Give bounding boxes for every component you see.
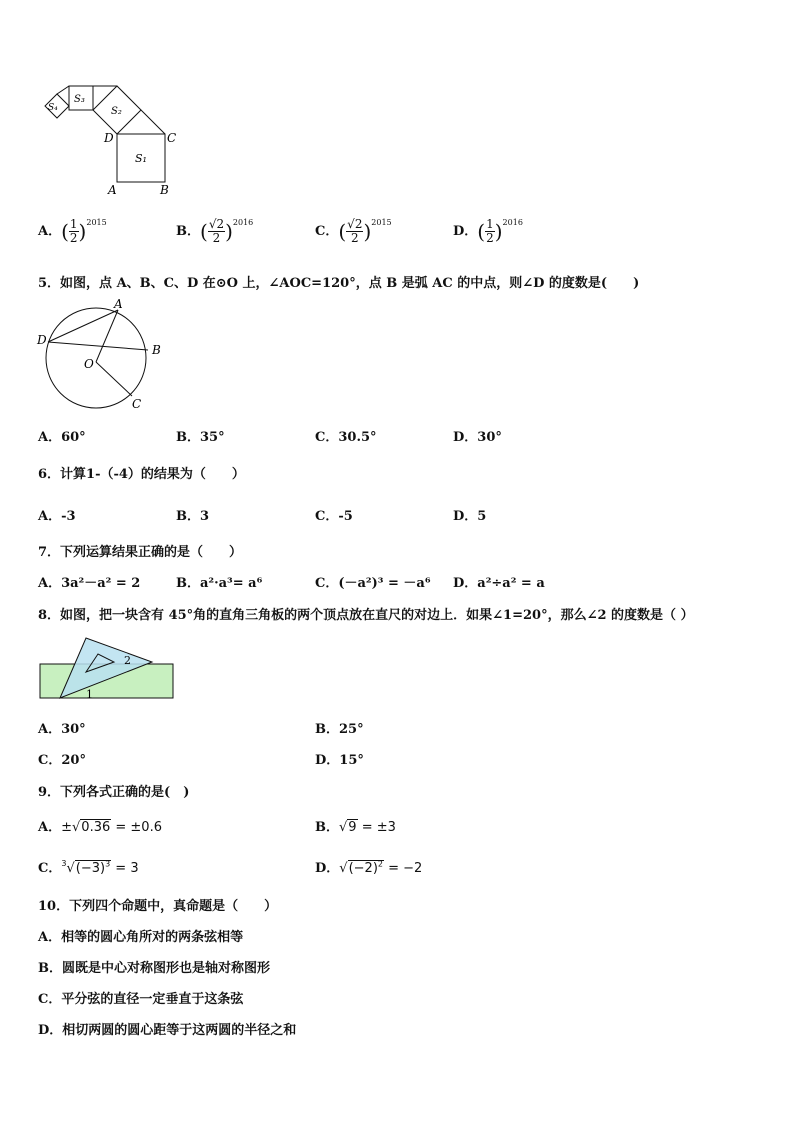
label-a: A xyxy=(114,297,123,311)
label-d: D xyxy=(37,333,47,347)
q8-option-b[interactable]: B．25° xyxy=(315,722,364,737)
q6-option-c[interactable]: C．-5 xyxy=(315,509,353,524)
q6-option-d[interactable]: D．5 xyxy=(453,509,487,524)
q7-option-d[interactable]: D．a²÷a² = a xyxy=(453,576,545,591)
q4-option-c[interactable]: C．( $\frac{√2}{2}$ )$^{2015}$ xyxy=(315,217,392,245)
label-c: C xyxy=(132,397,142,411)
radius-oc xyxy=(96,362,132,396)
q5-option-a[interactable]: A．60° xyxy=(38,430,86,445)
label-angle-2: 2 xyxy=(124,654,131,667)
label-o: O xyxy=(84,357,94,371)
q7-option-b[interactable]: B．a²·a³= a⁶ xyxy=(176,576,263,591)
q9-option-d[interactable]: D．$√(-2)^2 = -2$ xyxy=(315,859,423,876)
label-s2: S₂ xyxy=(111,106,122,117)
q9-option-b[interactable]: B．√9 = ±3 xyxy=(315,820,396,835)
q4-option-d[interactable]: D．( $\frac{1}{2}$ )$^{2016}$ xyxy=(453,217,523,245)
q6-option-a[interactable]: A．-3 xyxy=(38,509,76,524)
q6-stem: 6．计算1-（-4）的结果为（ ） xyxy=(38,467,245,482)
q5-option-d[interactable]: D．30° xyxy=(453,430,502,445)
q7-option-c[interactable]: C．(－a²)³ = －a⁶ xyxy=(315,576,431,591)
ruler-triangle-figure xyxy=(38,634,178,702)
q8-option-a[interactable]: A．30° xyxy=(38,722,86,737)
q6-option-b[interactable]: B．3 xyxy=(176,509,210,524)
q9-option-a[interactable]: A．±√0.36 = ±0.6 xyxy=(38,820,162,835)
q4-option-b[interactable]: B．( $\frac{√2}{2}$ )$^{2016}$ xyxy=(176,217,254,245)
circle-figure xyxy=(34,296,169,416)
q8-option-d[interactable]: D．15° xyxy=(315,753,364,768)
circle-o xyxy=(46,308,146,408)
fraction: $\frac{1}{2}$ xyxy=(486,217,494,245)
q10-option-d[interactable]: D．相切两圆的圆心距等于这两圆的半径之和 xyxy=(38,1023,297,1038)
q10-option-a[interactable]: A．相等的圆心角所对的两条弦相等 xyxy=(38,930,244,945)
label-d: D xyxy=(104,131,114,145)
fraction: $\frac{1}{2}$ xyxy=(69,217,78,245)
radius-oa xyxy=(96,310,118,362)
q9-option-c[interactable]: C．$^3√(-3)^3 = 3$ xyxy=(38,859,139,876)
chord-da xyxy=(48,310,118,342)
fraction: $\frac{√2}{2}$ xyxy=(208,217,225,245)
label-angle-1: 1 xyxy=(86,688,93,701)
q10-option-b[interactable]: B．圆既是中心对称图形也是轴对称图形 xyxy=(38,961,270,976)
label-c: C xyxy=(167,131,177,145)
label-b: B xyxy=(160,183,169,197)
chord-db xyxy=(48,342,148,350)
q9-stem: 9．下列各式正确的是( ) xyxy=(38,785,190,800)
label-s3: S₃ xyxy=(74,94,85,105)
q8-option-c[interactable]: C．20° xyxy=(38,753,86,768)
label-a: A xyxy=(108,183,117,197)
q7-option-a[interactable]: A．3a²－a² = 2 xyxy=(38,576,141,591)
q10-option-c[interactable]: C．平分弦的直径一定垂直于这条弦 xyxy=(38,992,244,1007)
label-b: B xyxy=(152,343,161,357)
label-s4: S₄ xyxy=(48,103,58,113)
squares-figure xyxy=(36,78,186,198)
q10-stem: 10．下列四个命题中，真命题是（ ） xyxy=(38,899,278,914)
q4-option-a[interactable]: A．( $\frac{1}{2}$ )$^{2015}$ xyxy=(38,217,107,245)
label-s1: S₁ xyxy=(135,152,147,165)
q5-stem: 5．如图，点 A、B、C、D 在⊙O 上，∠AOC=120°，点 B 是弧 AC 的中点，则∠D 的度数是( ) xyxy=(38,276,640,291)
q5-option-c[interactable]: C．30.5° xyxy=(315,430,377,445)
q5-option-b[interactable]: B．35° xyxy=(176,430,225,445)
q7-stem: 7．下列运算结果正确的是（ ） xyxy=(38,545,243,560)
q8-stem: 8．如图，把一块含有 45°角的直角三角板的两个顶点放在直尺的对边上．如果∠1=20°，那么∠2 的度数是（ ） xyxy=(38,608,694,623)
fraction: $\frac{√2}{2}$ xyxy=(347,217,363,245)
